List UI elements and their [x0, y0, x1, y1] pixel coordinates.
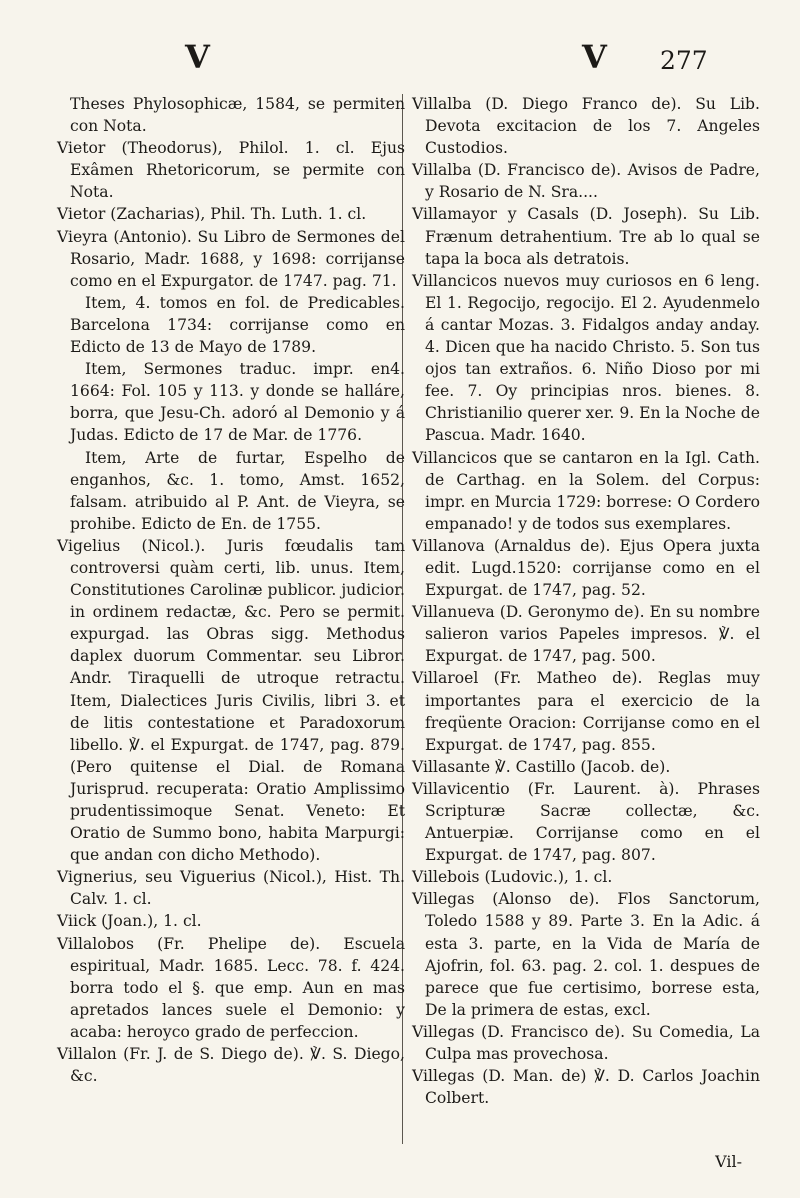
- list-item: Vietor (Zacharias), Phil. Th. Luth. 1. cl.: [57, 205, 367, 224]
- list-item: Villamayor y Casals (D. Joseph). Su Lib. Frænum detrahentium. Tre ab lo qual se tapa la boca als detratois.: [412, 205, 760, 268]
- list-item: Villegas (D. Man. de) ℣. D. Carlos Joachin Colbert.: [412, 1067, 760, 1108]
- list-item: Villaroel (Fr. Matheo de). Reglas muy importantes para el exercicio de la freqüente Oracion: Corrijanse como en el Expurgat. de 1747, pag. 855.: [412, 669, 760, 754]
- list-item: Theses Phylosophicæ, 1584, se permiten con Nota.: [70, 95, 405, 136]
- list-item: Villalon (Fr. J. de S. Diego de). ℣. S. Diego, &c.: [57, 1045, 405, 1086]
- catchword: Vil-: [715, 1152, 742, 1171]
- list-item: Vigelius (Nicol.). Juris fœudalis tam controversi quàm certi, lib. unus. Item, Constitutiones Carolinæ publicor. judicior. in ordinem redactæ, &c. Pero se permit. expurgad. las Obras sigg. Methodus daplex duorum Commentar. seu Libror. Andr. Tiraquelli de utroque retractu. Item, Dialectices Juris Civilis, libri 3. et de litis contestatione et Paradoxorum libello. ℣. el Expurgat. de 1747, pag. 879. (Pero quitense el Dial. de Romana Jurisprud. recuperata: Oratio Amplissimo prudentissimoque Senat. Veneto: Et Oratio de Summo bono, habita Marpurgi: que andan con dicho Methodo).: [57, 536, 405, 865]
- list-item: Villegas (Alonso de). Flos Sanctorum, Toledo 1588 y 89. Parte 3. En la Adic. á esta 3. parte, en la Vida de María de Ajofrin, fol. 63. pag. 2. col. 1. despues de parece que fue certisimo, borrese esta, De la primera de estas, excl.: [412, 890, 760, 1019]
- list-item: Villancicos nuevos muy curiosos en 6 leng. El 1. Regocijo, regocijo. El 2. Ayudenmelo á cantar Mozas. 3. Fidalgos anday anday. 4. Dicen que ha nacido Christo. 5. Son tus ojos tan extraños. 6. Niño Dioso por mi fee. 7. Oy principias nros. bienes. 8. Christianilio querer xer. 9. En la Noche de Pascua. Madr. 1640.: [412, 271, 761, 445]
- list-item: Villavicentio (Fr. Laurent. à). Phrases Scripturæ Sacræ collectæ, &c. Antuerpiæ. Corrijanse como en el Expurgat. de 1747, pag. 807.: [412, 779, 760, 865]
- page-number: 277: [660, 46, 708, 75]
- list-item: Villanova (Arnaldus de). Ejus Opera juxta edit. Lugd.1520: corrijanse como en el Expurgat. de 1747, pag. 52.: [412, 536, 760, 600]
- list-item: Villegas (D. Francisco de). Su Comedia, La Culpa mas provechosa.: [412, 1022, 760, 1064]
- list-item: Villebois (Ludovic.), 1. cl.: [412, 868, 613, 887]
- list-item: Item, Sermones traduc. impr. en4. 1664: Fol. 105 y 113. y donde se halláre, borra, que Jesu-Ch. adoró al Demonio y á Judas. Edicto de 17 de Mar. de 1776.: [70, 360, 405, 445]
- list-item: Villasante ℣. Castillo (Jacob. de).: [412, 757, 671, 776]
- header-right-letter: V: [582, 38, 607, 76]
- right-column: [412, 93, 760, 1109]
- list-item: Villancicos que se cantaron en la Igl. Cath. de Carthag. en la Solem. del Corpus: impr. en Murcia 1729: borrese: O Cordero empanado! y de todos sus exemplares.: [412, 448, 760, 533]
- list-item: Villalba (D. Diego Franco de). Su Lib. Devota excitacion de los 7. Angeles Custodios.: [412, 95, 760, 158]
- list-item: Viick (Joan.), 1. cl.: [57, 912, 202, 931]
- list-item: Villalba (D. Francisco de). Avisos de Padre, y Rosario de N. Sra....: [412, 161, 760, 202]
- list-item: Vieyra (Antonio). Su Libro de Sermones del Rosario, Madr. 1688, y 1698: corrijanse como en el Expurgator. de 1747. pag. 71.: [57, 227, 405, 290]
- list-item: Vignerius, seu Viguerius (Nicol.), Hist. Th. Calv. 1. cl.: [57, 868, 405, 909]
- header-left-letter: V: [185, 38, 210, 76]
- list-item: Item, 4. tomos en fol. de Predicables. Barcelona 1734: corrijanse como en Edicto de 13 de Mayo de 1789.: [70, 293, 405, 357]
- list-item: Item, Arte de furtar, Espelho de enganhos, &c. 1. tomo, Amst. 1652, falsam. atribuido al P. Ant. de Vieyra, se prohibe. Edicto de En. de 1755.: [70, 448, 405, 533]
- left-column: [57, 93, 405, 1087]
- list-item: Vietor (Theodorus), Philol. 1. cl. Ejus Exâmen Rhetoricorum, se permite con Nota.: [57, 139, 405, 202]
- list-item: Villanueva (D. Geronymo de). En su nombre salieron varios Papeles impresos. ℣. el Expurgat. de 1747, pag. 500.: [412, 603, 760, 666]
- list-item: Villalobos (Fr. Phelipe de). Escuela espiritual, Madr. 1685. Lecc. 78. f. 424. borra todo el §. que emp. Aun en mas apretados lances suele el Demonio: y acaba: heroyco grado de perfeccion.: [57, 934, 405, 1041]
